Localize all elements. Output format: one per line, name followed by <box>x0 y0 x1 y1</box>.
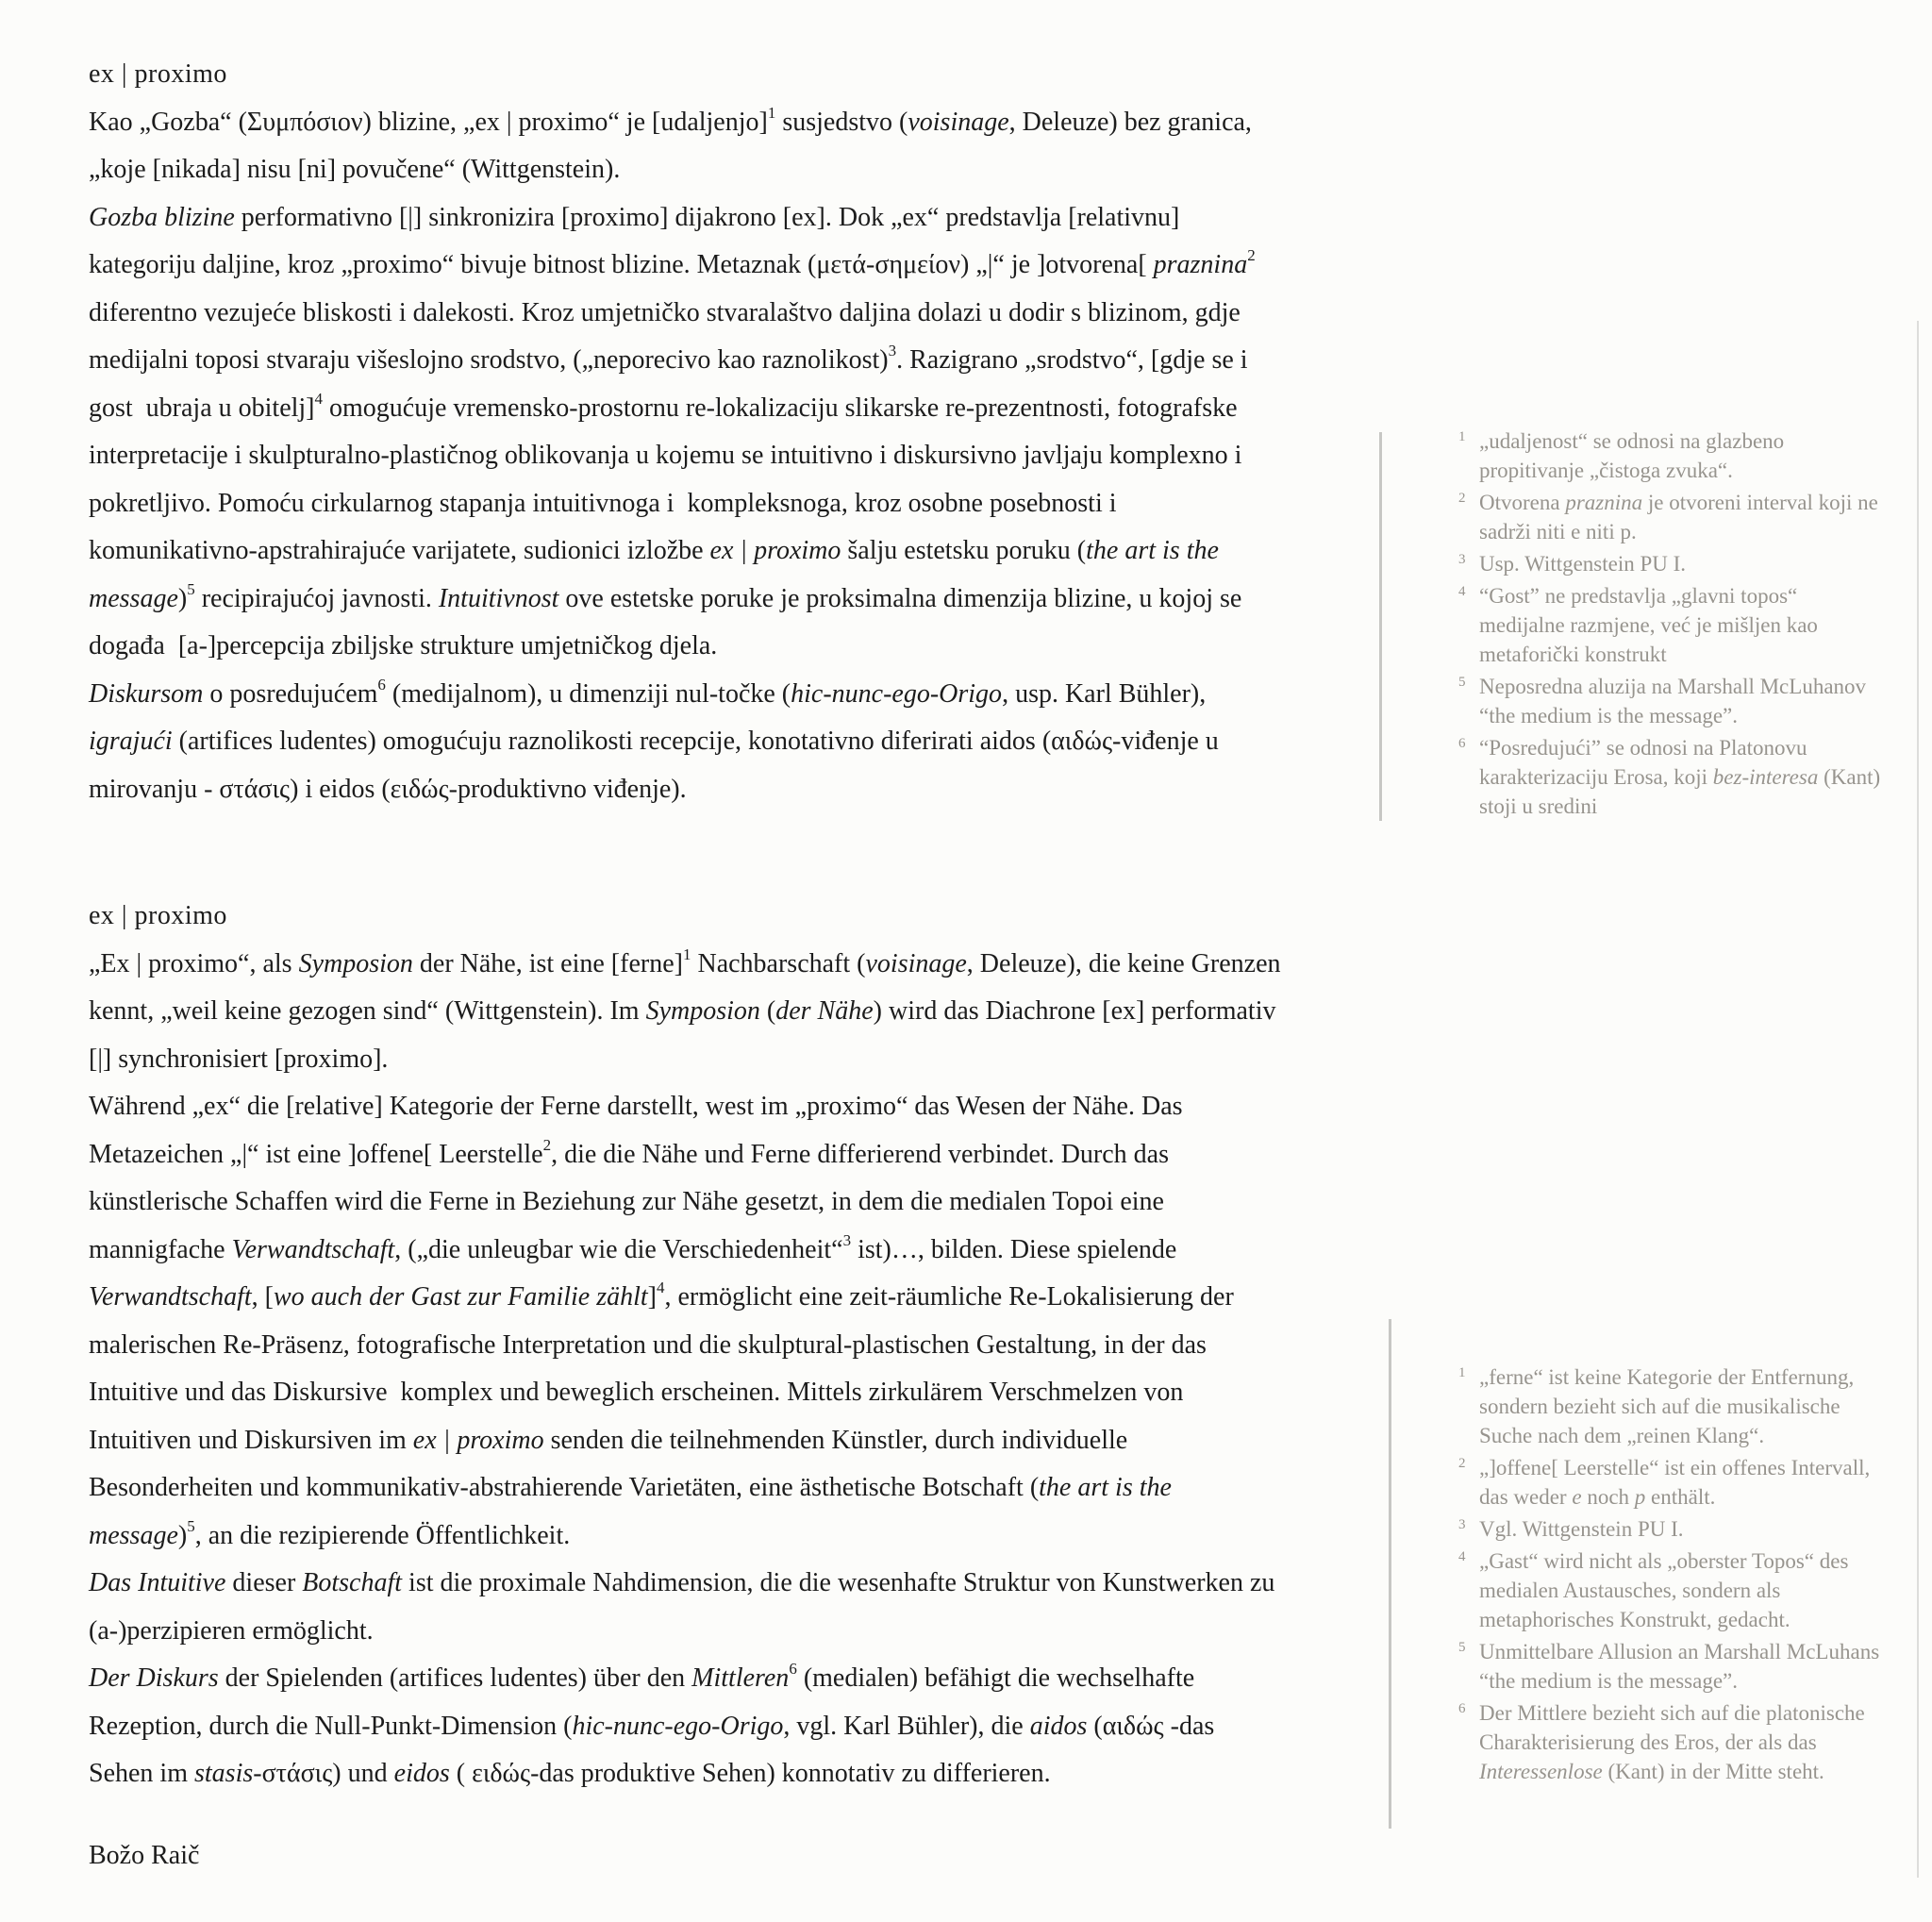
text-line: igrajući (artifices ludentes) omogućuju raznolikosti recepcije, konotativno diferirati aidos (αιδώς-viđenje u <box>89 727 1219 756</box>
text-line: message)$^5$ recipirajućoj javnosti. Intuitivnost ove estetske poruke je proksimalna dimenzija blizine, u kojoj se <box>89 579 1242 613</box>
footnote <box>1455 672 1881 730</box>
text-line: malerischen Re-Präsenz, fotografische Interpretation und die skulptural-plastischen Gestaltung, in der das <box>89 1329 1207 1360</box>
text-line: Intuitiven und Diskursiven im ex | proximo senden die teilnehmenden Künstler, durch individuelle <box>89 1425 1128 1455</box>
footnote-number: 5 <box>1458 675 1466 690</box>
text-line: interpretacije i skulpturalno-plastičnog oblikovanja u kojemu se intuitivno i diskursivno javljaju komplexno i <box>89 441 1242 470</box>
croatian-section <box>89 51 1409 813</box>
text-line: diferentno vezujeće bliskosti i dalekosti. Kroz umjetničko stvaralaštvo daljina dolazi u dodir s blizinom, gdje <box>89 297 1241 327</box>
text-line: mannigfache Verwandtschaft, („die unleugbar wie die Verschiedenheit“$^3$ ist)…, bilden. Diese spielende <box>89 1230 1177 1264</box>
text-line: medijalni toposi stvaraju višeslojno srodstvo, („neporecivo kao raznolikost)$^3$. Razigrano „srodstvo“, [gdje se i <box>89 342 1248 375</box>
german-section <box>89 893 1409 1798</box>
text-line: gost ubraja u obitelj]$^4$ omogućuje vremensko-prostornu re-lokalizaciju slikarske re-prezentnosti, fotografske <box>89 389 1238 423</box>
footnote-text: „Gast“ wird nicht als „oberster Topos“ des medialen Austausches, sondern als metaphorisches Konstrukt, gedacht. <box>1479 1549 1849 1631</box>
footnote-text: “Posredujući” se odnosi na Platonovu karakterizaciju Erosa, koji bez-interesa (Kant) stoji u sredini <box>1479 736 1881 818</box>
text-line: događa [a-]percepcija zbiljske strukture umjetničkog djela. <box>89 631 718 660</box>
text-line: pokretljivo. Pomoću cirkularnog stapanja intuitivnoga i kompleksnoga, kroz osobne posebnosti i <box>89 488 1117 518</box>
footnote-text: Vgl. Wittgenstein PU I. <box>1479 1517 1684 1541</box>
text-line: kategoriju daljine, kroz „proximo“ bivuje bitnost blizine. Metaznak (μετά-σημείον) „|“ je ]otvorena[ praznina$^2$ <box>89 246 1256 279</box>
text-line: Diskursom o posredujućem$^6$ (medijalnom), u dimenziji nul-točke (hic-nunc-ego-Origo, usp. Karl Bühler), <box>89 675 1207 709</box>
text-line: Besonderheiten und kommunikativ-abstrahierende Varietäten, eine ästhetische Botschaft (the art is the <box>89 1473 1172 1502</box>
footnote <box>1455 733 1881 821</box>
footnote-number: 2 <box>1458 1456 1466 1471</box>
german-footnotes <box>1455 1362 1881 1789</box>
croatian-footnotes <box>1455 426 1881 824</box>
text-line: künstlerische Schaffen wird die Ferne in Beziehung zur Nähe gesetzt, in dem die medialen Topoi eine <box>89 1187 1164 1216</box>
footnote-text: Der Mittlere bezieht sich auf die platonische Charakterisierung des Eros, der als das Interessenlose (Kant) in der Mitte steht. <box>1479 1701 1865 1783</box>
text-line: Sehen im stasis-στάσις) und eidos ( ειδώς-das produktive Sehen) konnotativ zu differieren. <box>89 1759 1051 1788</box>
text-line: komunikativno-apstrahirajuće varijatete, sudionici izložbe ex | proximo šalju estetsku poruku (the art is the <box>89 536 1219 565</box>
text-line: „koje [nikada] nisu [ni] povučene“ (Wittgenstein). <box>89 155 621 184</box>
croatian-title: ex | proximo <box>89 59 227 89</box>
footnote <box>1455 581 1881 669</box>
text-line: (a-)perzipieren ermöglicht. <box>89 1615 374 1646</box>
footnote-number: 5 <box>1458 1640 1466 1655</box>
text-line: Während „ex“ die [relative] Kategorie der Ferne darstellt, west im „proximo“ das Wesen der Nähe. Das <box>89 1092 1183 1121</box>
text-line: Gozba blizine performativno [|] sinkronizira [proximo] dijakrono [ex]. Dok „ex“ predstavlja [relativnu] <box>89 202 1180 232</box>
footnote-divider-line-top <box>1379 432 1382 821</box>
footnote-number: 4 <box>1458 1549 1466 1564</box>
footnote <box>1455 1546 1881 1634</box>
footnote-text: „]offene[ Leerstelle“ ist ein offenes Intervall, das weder e noch p enthält. <box>1479 1456 1871 1509</box>
footnote <box>1455 549 1881 578</box>
text-line: Rezeption, durch die Null-Punkt-Dimension (hic-nunc-ego-Origo, vgl. Karl Bühler), die aidos (αιδώς -das <box>89 1711 1215 1741</box>
footnote-text: Neposredna aluzija na Marshall McLuhanov “the medium is the message”. <box>1479 675 1867 727</box>
footnote-text: “Gost” ne predstavlja „glavni topos“ medijalne razmjene, već je mišljen kao metaforički konstrukt <box>1479 584 1818 666</box>
page-edge-line <box>1917 321 1919 1878</box>
footnote <box>1455 426 1881 485</box>
footnote-text: Unmittelbare Allusion an Marshall McLuhans “the medium is the message”. <box>1479 1640 1880 1693</box>
footnote <box>1455 1362 1881 1450</box>
footnote-number: 6 <box>1458 736 1466 751</box>
text-line: Der Diskurs der Spielenden (artifices ludentes) über den Mittleren$^6$ (medialen) befähigt die wechselhafte <box>89 1660 1195 1693</box>
text-line: Das Intuitive dieser Botschaft ist die proximale Nahdimension, die die wesenhafte Struktur von Kunstwerken zu <box>89 1568 1275 1597</box>
text-line: Intuitive und das Diskursive komplex und beweglich erscheinen. Mittels zirkulärem Verschmelzen von <box>89 1378 1184 1407</box>
text-line: message)$^5$, an die rezipierende Öffentlichkeit. <box>89 1516 571 1550</box>
footnote <box>1455 1637 1881 1696</box>
footnote <box>1455 1514 1881 1544</box>
footnote-number: 3 <box>1458 552 1466 567</box>
text-line: Verwandtschaft, [wo auch der Gast zur Familie zählt]$^4$, ermöglicht eine zeit-räumliche Re-Lokalisierung der <box>89 1279 1234 1312</box>
footnote-number: 6 <box>1458 1701 1466 1716</box>
footnote-number: 1 <box>1458 1365 1466 1380</box>
footnote-text: Usp. Wittgenstein PU I. <box>1479 552 1687 576</box>
text-line: Kao „Gozba“ (Συμπόσιον) blizine, „ex | proximo“ je [udaljenjo]$^1$ susjedstvo (voisinage, Deleuze) bez granica, <box>89 103 1252 137</box>
text-line: „Ex | proximo“, als Symposion der Nähe, ist eine [ferne]$^1$ Nachbarschaft (voisinage, Deleuze), die keine Grenzen <box>89 944 1281 978</box>
text-line: [|] synchronisiert [proximo]. <box>89 1044 389 1074</box>
footnote <box>1455 1698 1881 1786</box>
text-line: kennt, „weil keine gezogen sind“ (Wittgenstein). Im Symposion (der Nähe) wird das Diachrone [ex] performativ <box>89 996 1276 1026</box>
text-line: Metazeichen „|“ ist eine ]offene[ Leerstelle$^2$, die die Nähe und Ferne differierend verbindet. Durch das <box>89 1135 1170 1169</box>
footnote-text: „udaljenost“ se odnosi na glazbeno propitivanje „čistoga zvuka“. <box>1479 429 1785 482</box>
footnote <box>1455 1453 1881 1512</box>
signature: Božo Raič <box>89 1841 200 1870</box>
footnote-number: 1 <box>1458 429 1466 444</box>
footnote-number: 4 <box>1458 584 1466 599</box>
german-title: ex | proximo <box>89 901 227 930</box>
german-body-text <box>89 941 1409 1798</box>
croatian-body-text <box>89 99 1409 814</box>
footnote-divider-line-bottom <box>1389 1319 1391 1829</box>
footnote-number: 2 <box>1458 491 1466 506</box>
footnote-text: „ferne“ ist keine Kategorie der Entfernung, sondern bezieht sich auf die musikalische Suche nach dem „reinen Klang“. <box>1479 1365 1855 1447</box>
footnote-number: 3 <box>1458 1517 1466 1532</box>
text-line: mirovanju - στάσις) i eidos (ειδώς-produktivno viđenje). <box>89 774 687 804</box>
footnote <box>1455 488 1881 546</box>
footnote-text: Otvorena praznina je otvoreni interval koji ne sadrži niti e niti p. <box>1479 491 1878 543</box>
